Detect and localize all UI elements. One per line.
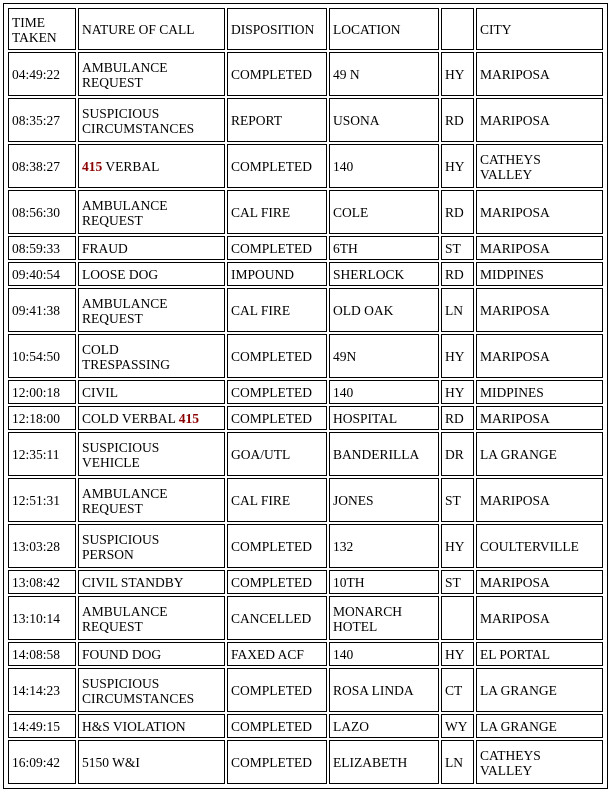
city-cell: MIDPINES: [476, 262, 603, 286]
disposition-cell: CAL FIRE: [227, 288, 327, 332]
nature-cell: [78, 524, 225, 568]
penal-code-highlight: 415: [178, 411, 200, 426]
time-cell: 09:41:38: [8, 288, 76, 332]
location-cell: MONARCH HOTEL: [329, 596, 439, 640]
table-row: [8, 570, 603, 594]
city-cell: MARIPOSA: [476, 236, 603, 260]
nature-text: SUSPICIOUS CIRCUMSTANCES: [82, 675, 195, 706]
nature-cell: [78, 642, 225, 666]
city-cell: CATHEYS VALLEY: [476, 740, 603, 784]
disposition-cell: FAXED ACF: [227, 642, 327, 666]
nature-cell: [78, 668, 225, 712]
table-row: [8, 642, 603, 666]
nature-cell: [78, 52, 225, 96]
disposition-cell: COMPLETED: [227, 524, 327, 568]
disposition-cell: GOA/UTL: [227, 432, 327, 476]
table-row: [8, 740, 603, 784]
disposition-cell: COMPLETED: [227, 144, 327, 188]
time-cell: 12:18:00: [8, 406, 76, 430]
nature-cell: [78, 714, 225, 738]
nature-text: FRAUD: [82, 241, 128, 256]
nature-cell: [78, 288, 225, 332]
city-cell: LA GRANGE: [476, 432, 603, 476]
time-cell: 13:08:42: [8, 570, 76, 594]
time-cell: 16:09:42: [8, 740, 76, 784]
nature-text: CIVIL: [82, 385, 118, 400]
nature-cell: [78, 380, 225, 404]
table-body: [8, 52, 603, 784]
nature-cell: [78, 740, 225, 784]
city-cell: MARIPOSA: [476, 334, 603, 378]
city-cell: MARIPOSA: [476, 570, 603, 594]
street-type-cell: RD: [441, 262, 474, 286]
time-cell: 12:51:31: [8, 478, 76, 522]
table-row: [8, 596, 603, 640]
nature-cell: [78, 144, 225, 188]
nature-text: FOUND DOG: [82, 647, 162, 662]
nature-text: SUSPICIOUS PERSON: [82, 531, 160, 562]
disposition-cell: CANCELLED: [227, 596, 327, 640]
city-cell: CATHEYS VALLEY: [476, 144, 603, 188]
nature-cell: [78, 236, 225, 260]
table-row: [8, 190, 603, 234]
table-row: [8, 262, 603, 286]
street-type-cell: RD: [441, 406, 474, 430]
street-type-cell: HY: [441, 52, 474, 96]
street-type-cell: ST: [441, 236, 474, 260]
disposition-cell: COMPLETED: [227, 380, 327, 404]
table-row: [8, 144, 603, 188]
nature-text: COLD VERBAL: [82, 411, 179, 426]
street-type-cell: HY: [441, 380, 474, 404]
location-cell: BANDERILLA: [329, 432, 439, 476]
street-type-cell: WY: [441, 714, 474, 738]
disposition-cell: COMPLETED: [227, 714, 327, 738]
time-cell: 14:08:58: [8, 642, 76, 666]
location-cell: SHERLOCK: [329, 262, 439, 286]
street-type-cell: [441, 596, 474, 640]
nature-cell: [78, 98, 225, 142]
time-cell: 08:35:27: [8, 98, 76, 142]
disposition-cell: COMPLETED: [227, 236, 327, 260]
disposition-cell: COMPLETED: [227, 740, 327, 784]
nature-cell: [78, 406, 225, 430]
location-cell: 49N: [329, 334, 439, 378]
header-time-taken: TIME TAKEN: [8, 8, 76, 50]
street-type-cell: LN: [441, 288, 474, 332]
time-cell: 12:35:11: [8, 432, 76, 476]
nature-cell: [78, 334, 225, 378]
disposition-cell: COMPLETED: [227, 334, 327, 378]
table-row: [8, 478, 603, 522]
street-type-cell: CT: [441, 668, 474, 712]
header-street-type: [441, 8, 474, 50]
call-log-table: [6, 6, 605, 786]
street-type-cell: HY: [441, 334, 474, 378]
location-cell: JONES: [329, 478, 439, 522]
nature-cell: [78, 478, 225, 522]
nature-text: CIVIL STANDBY: [82, 575, 184, 590]
street-type-cell: HY: [441, 642, 474, 666]
disposition-cell: IMPOUND: [227, 262, 327, 286]
time-cell: 13:10:14: [8, 596, 76, 640]
city-cell: MARIPOSA: [476, 190, 603, 234]
street-type-cell: HY: [441, 524, 474, 568]
table-row: [8, 714, 603, 738]
table-row: [8, 98, 603, 142]
header-row: [8, 8, 603, 50]
disposition-cell: COMPLETED: [227, 52, 327, 96]
disposition-cell: COMPLETED: [227, 570, 327, 594]
time-cell: 08:59:33: [8, 236, 76, 260]
table-row: [8, 334, 603, 378]
nature-text: H&S VIOLATION: [82, 719, 186, 734]
time-cell: 13:03:28: [8, 524, 76, 568]
time-cell: 10:54:50: [8, 334, 76, 378]
nature-text: 5150 W&I: [82, 755, 140, 770]
street-type-cell: LN: [441, 740, 474, 784]
nature-text: SUSPICIOUS VEHICLE: [82, 439, 160, 470]
city-cell: MARIPOSA: [476, 478, 603, 522]
location-cell: 6TH: [329, 236, 439, 260]
disposition-cell: CAL FIRE: [227, 190, 327, 234]
street-type-cell: DR: [441, 432, 474, 476]
time-cell: 14:14:23: [8, 668, 76, 712]
location-cell: 132: [329, 524, 439, 568]
nature-text: LOOSE DOG: [82, 267, 159, 282]
call-log-table-frame: [3, 3, 608, 789]
time-cell: 04:49:22: [8, 52, 76, 96]
street-type-cell: ST: [441, 570, 474, 594]
location-cell: HOSPITAL: [329, 406, 439, 430]
table-row: [8, 236, 603, 260]
table-row: [8, 524, 603, 568]
time-cell: 08:56:30: [8, 190, 76, 234]
nature-cell: [78, 432, 225, 476]
disposition-cell: COMPLETED: [227, 406, 327, 430]
city-cell: LA GRANGE: [476, 668, 603, 712]
city-cell: MARIPOSA: [476, 406, 603, 430]
city-cell: MARIPOSA: [476, 52, 603, 96]
location-cell: 140: [329, 642, 439, 666]
location-cell: 140: [329, 144, 439, 188]
location-cell: 49 N: [329, 52, 439, 96]
disposition-cell: REPORT: [227, 98, 327, 142]
nature-cell: [78, 190, 225, 234]
city-cell: MIDPINES: [476, 380, 603, 404]
nature-text: AMBULANCE REQUEST: [82, 197, 168, 228]
nature-text: AMBULANCE REQUEST: [82, 59, 168, 90]
city-cell: EL PORTAL: [476, 642, 603, 666]
city-cell: MARIPOSA: [476, 596, 603, 640]
city-cell: MARIPOSA: [476, 98, 603, 142]
nature-text: AMBULANCE REQUEST: [82, 295, 168, 326]
table-row: [8, 380, 603, 404]
location-cell: 10TH: [329, 570, 439, 594]
location-cell: ROSA LINDA: [329, 668, 439, 712]
time-cell: 09:40:54: [8, 262, 76, 286]
table-row: [8, 406, 603, 430]
time-cell: 14:49:15: [8, 714, 76, 738]
city-cell: COULTERVILLE: [476, 524, 603, 568]
header-location: LOCATION: [329, 8, 439, 50]
nature-text-suffix: VERBAL: [102, 159, 160, 174]
nature-text: COLD TRESPASSING: [82, 341, 171, 372]
table-row: [8, 288, 603, 332]
header-disposition: DISPOSITION: [227, 8, 327, 50]
street-type-cell: ST: [441, 478, 474, 522]
location-cell: LAZO: [329, 714, 439, 738]
city-cell: MARIPOSA: [476, 288, 603, 332]
location-cell: 140: [329, 380, 439, 404]
time-cell: 12:00:18: [8, 380, 76, 404]
table-row: [8, 432, 603, 476]
street-type-cell: RD: [441, 190, 474, 234]
location-cell: USONA: [329, 98, 439, 142]
disposition-cell: COMPLETED: [227, 668, 327, 712]
street-type-cell: HY: [441, 144, 474, 188]
location-cell: OLD OAK: [329, 288, 439, 332]
header-city: CITY: [476, 8, 603, 50]
nature-text: AMBULANCE REQUEST: [82, 603, 168, 634]
location-cell: COLE: [329, 190, 439, 234]
disposition-cell: CAL FIRE: [227, 478, 327, 522]
table-row: [8, 52, 603, 96]
nature-text: SUSPICIOUS CIRCUMSTANCES: [82, 105, 195, 136]
nature-cell: [78, 570, 225, 594]
nature-text: AMBULANCE REQUEST: [82, 485, 168, 516]
nature-cell: [78, 596, 225, 640]
nature-cell: [78, 262, 225, 286]
location-cell: ELIZABETH: [329, 740, 439, 784]
city-cell: LA GRANGE: [476, 714, 603, 738]
header-nature-of-call: NATURE OF CALL: [78, 8, 225, 50]
table-row: [8, 668, 603, 712]
time-cell: 08:38:27: [8, 144, 76, 188]
street-type-cell: RD: [441, 98, 474, 142]
penal-code-highlight: 415: [82, 159, 103, 174]
